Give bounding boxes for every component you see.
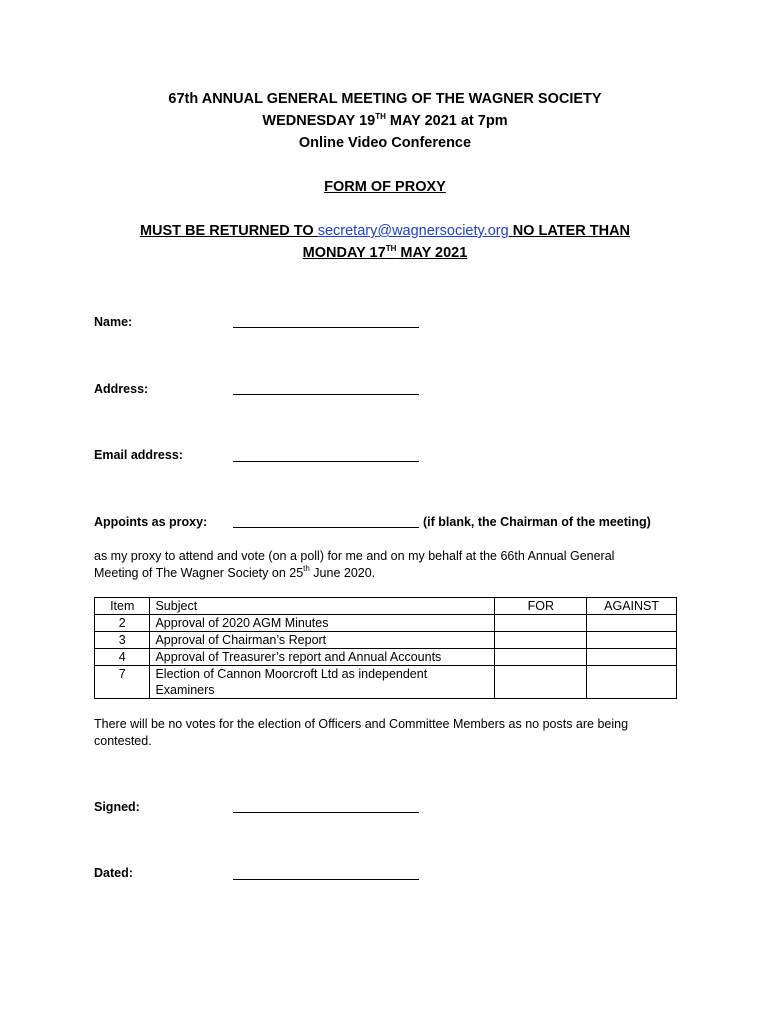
election-note: There will be no votes for the election of Officers and Committee Members as no posts are being contested.	[94, 717, 629, 748]
proxy-field[interactable]	[233, 527, 419, 528]
form-title: FORM OF PROXY	[324, 179, 446, 195]
item-subject: Approval of Treasurer’s report and Annual Accounts	[150, 649, 495, 666]
item-subject: Approval of Chairman’s Report	[150, 632, 495, 649]
vote-against-cell[interactable]	[587, 615, 677, 632]
header-for: FOR	[495, 598, 587, 615]
item-number: 2	[95, 615, 150, 632]
signed-label: Signed:	[94, 800, 140, 814]
table-header-row	[95, 598, 677, 615]
header-item: Item	[95, 598, 150, 615]
date-field[interactable]	[233, 879, 419, 880]
header-subject: Subject	[150, 598, 495, 615]
proxy-note: (if blank, the Chairman of the meeting)	[423, 515, 651, 529]
return-deadline: MONDAY 17TH MAY 2021	[302, 244, 468, 261]
proxy-intro-text: as my proxy to attend and vote (on a poll) for me and on my behalf at the 66th Annual General Meeting of The Wagner Society on 25th June 2020.	[94, 549, 615, 580]
vote-against-cell[interactable]	[587, 632, 677, 649]
meeting-title: 67th ANNUAL GENERAL MEETING OF THE WAGNER SOCIETY	[168, 91, 602, 107]
table-row	[95, 649, 677, 666]
meeting-date: WEDNESDAY 19TH MAY 2021 at 7pm	[262, 112, 508, 129]
address-label: Address:	[94, 382, 149, 396]
item-number: 3	[95, 632, 150, 649]
vote-for-cell[interactable]	[495, 615, 587, 632]
signature-field[interactable]	[233, 812, 419, 813]
vote-against-cell[interactable]	[587, 666, 677, 699]
vote-against-cell[interactable]	[587, 649, 677, 666]
name-label: Name:	[94, 315, 133, 329]
table-row	[95, 632, 677, 649]
email-field[interactable]	[233, 461, 419, 462]
email-label: Email address:	[94, 448, 183, 462]
item-subject: Election of Cannon Moorcroft Ltd as independent Examiners	[150, 666, 495, 699]
vote-for-cell[interactable]	[495, 649, 587, 666]
secretary-email-link[interactable]: secretary@wagnersociety.org	[317, 223, 509, 239]
item-subject: Approval of 2020 AGM Minutes	[150, 615, 495, 632]
table-row	[95, 615, 677, 632]
name-field[interactable]	[233, 327, 419, 328]
item-number: 4	[95, 649, 150, 666]
item-number: 7	[95, 666, 150, 699]
address-field[interactable]	[233, 394, 419, 395]
vote-for-cell[interactable]	[495, 632, 587, 649]
header-against: AGAINST	[587, 598, 677, 615]
vote-for-cell[interactable]	[495, 666, 587, 699]
table-row	[95, 666, 677, 699]
return-instruction: MUST BE RETURNED TO secretary@wagnersociety.org NO LATER THAN	[139, 223, 631, 239]
proxy-label: Appoints as proxy:	[94, 515, 208, 529]
meeting-venue: Online Video Conference	[298, 135, 472, 151]
dated-label: Dated:	[94, 866, 133, 880]
resolutions-table	[94, 597, 677, 699]
